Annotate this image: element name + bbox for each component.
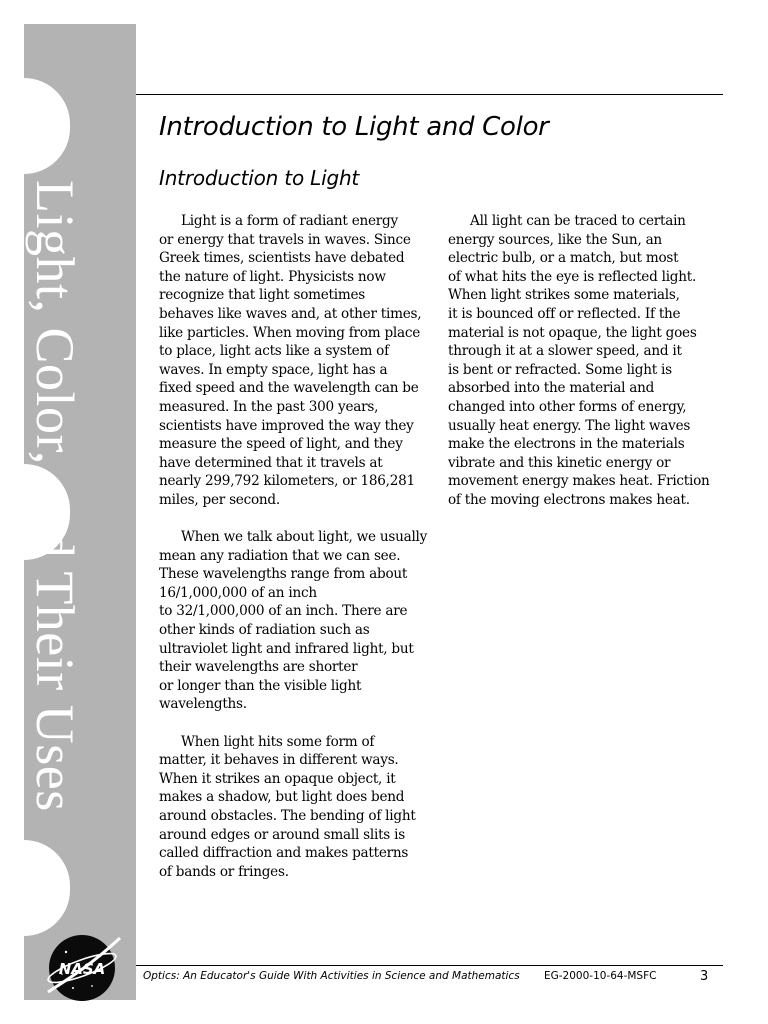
- text-line: All light can be traced to certain: [470, 213, 686, 229]
- text-line: of what hits the eye is reflected light.: [448, 268, 697, 285]
- text-line: recognize that light sometimes: [159, 287, 366, 304]
- text-line: Light is a form of radiant energy: [181, 213, 398, 229]
- text-line: other kinds of radiation such as: [159, 622, 370, 639]
- text-line: their wavelengths are shorter: [159, 659, 358, 676]
- text-line: vibrate and this kinetic energy or: [448, 454, 671, 471]
- left-column: [159, 212, 427, 900]
- paragraph: [448, 212, 710, 510]
- text-line: have determined that it travels at: [159, 454, 383, 471]
- text-line: measured. In the past 300 years,: [159, 398, 379, 415]
- text-line: ultraviolet light and infrared light, but: [159, 640, 414, 657]
- right-column: [448, 212, 710, 528]
- text-line: changed into other forms of energy,: [448, 398, 687, 415]
- text-line: through it at a slower speed, and it: [448, 343, 682, 360]
- footer-guide-title: Optics: An Educator's Guide With Activities in Science and Mathematics: [143, 970, 520, 982]
- bottom-rule: [136, 965, 723, 966]
- text-line: electric bulb, or a match, but most: [448, 250, 679, 267]
- text-line: 16/1,000,000 of an inch: [159, 584, 317, 601]
- footer-doc-number: EG-2000-10-64-MSFC: [544, 970, 657, 982]
- text-line: When light hits some form of: [181, 733, 375, 750]
- sidebar-title: Light, Color, and Their Uses: [25, 180, 85, 812]
- text-line: These wavelengths range from about: [159, 566, 408, 583]
- paragraph: [159, 733, 427, 882]
- text-line: absorbed into the material and: [448, 380, 655, 397]
- text-line: to place, light acts like a system of: [159, 343, 389, 360]
- text-line: mean any radiation that we can see.: [159, 547, 401, 564]
- section-title: Introduction to Light: [159, 166, 360, 190]
- text-line: around edges or around small slits is: [159, 826, 405, 843]
- text-line: or energy that travels in waves. Since: [159, 231, 411, 248]
- text-line: measure the speed of light, and they: [159, 436, 403, 453]
- top-rule: [136, 94, 723, 95]
- text-line: of bands or fringes.: [159, 863, 289, 880]
- text-line: like particles. When moving from place: [159, 324, 421, 341]
- text-line: Greek times, scientists have debated: [159, 250, 405, 267]
- text-line: to 32/1,000,000 of an inch. There are: [159, 603, 408, 620]
- nasa-logo-text: NASA: [58, 960, 106, 978]
- text-line: it is bounced off or reflected. If the: [448, 305, 681, 322]
- paragraph: [159, 212, 427, 510]
- text-line: energy sources, like the Sun, an: [448, 231, 662, 248]
- text-line: is bent or refracted. Some light is: [448, 361, 672, 378]
- page-title: Introduction to Light and Color: [159, 112, 549, 142]
- text-line: nearly 299,792 kilometers, or 186,281: [159, 473, 415, 490]
- text-line: When we talk about light, we usually: [181, 529, 428, 546]
- text-line: fixed speed and the wavelength can be: [159, 380, 419, 397]
- text-line: around obstacles. The bending of light: [159, 808, 416, 824]
- text-line: material is not opaque, the light goes: [448, 324, 697, 341]
- text-line: scientists have improved the way they: [159, 417, 414, 434]
- text-line: usually heat energy. The light waves: [448, 417, 691, 434]
- text-line: behaves like waves and, at other times,: [159, 305, 422, 322]
- text-line: the nature of light. Physicists now: [159, 268, 386, 285]
- text-line: When light strikes some materials,: [448, 287, 680, 304]
- text-line: waves. In empty space, light has a: [159, 361, 388, 378]
- text-line: matter, it behaves in different ways.: [159, 752, 399, 769]
- text-line: movement energy makes heat. Friction: [448, 473, 710, 490]
- text-line: When it strikes an opaque object, it: [159, 770, 396, 787]
- text-line: make the electrons in the materials: [448, 436, 685, 453]
- nasa-meatball-logo-icon: [40, 930, 124, 1006]
- text-line: wavelengths.: [159, 696, 247, 713]
- text-line: miles, per second.: [159, 491, 280, 508]
- text-line: called diffraction and makes patterns: [159, 845, 409, 862]
- page-number: 3: [700, 969, 709, 984]
- text-line: or longer than the visible light: [159, 677, 362, 694]
- text-line: makes a shadow, but light does bend: [159, 789, 405, 806]
- text-line: of the moving electrons makes heat.: [448, 491, 690, 508]
- paragraph: [159, 528, 427, 714]
